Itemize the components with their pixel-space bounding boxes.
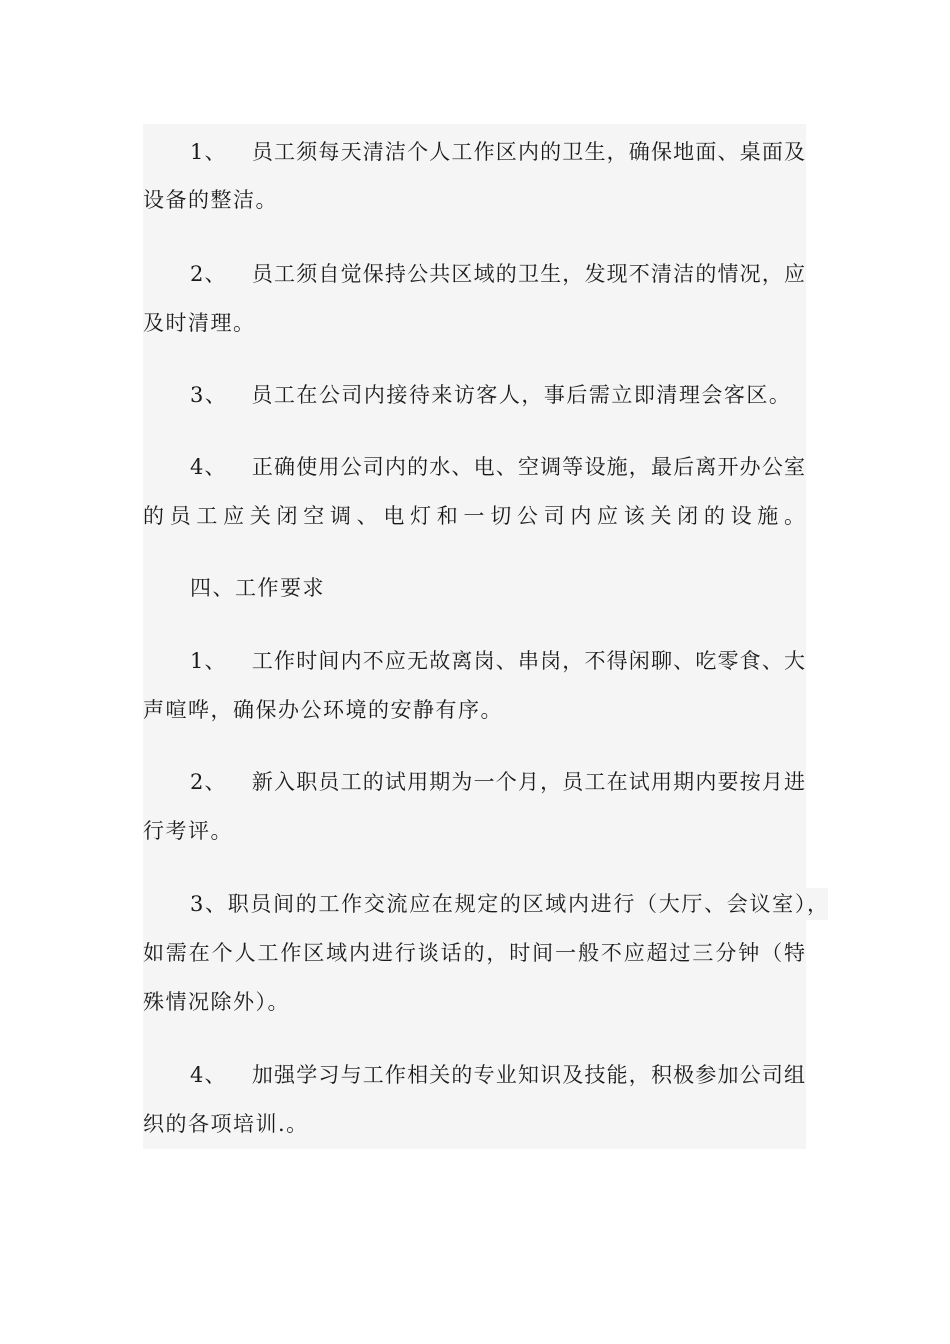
paragraph-line	[190, 645, 805, 677]
paragraph-line: 织的各项培训.。	[143, 1112, 309, 1136]
item-number: 3、	[190, 383, 228, 407]
paragraph-line: 设备的整洁。	[143, 188, 278, 212]
paragraph-line	[190, 766, 805, 798]
paragraph-line: 如需在个人工作区域内进行谈话的，时间一般不应超过三分钟（特	[143, 941, 805, 965]
paragraph-text: 工作时间内不应无故离岗、串岗，不得闲聊、吃零食、大	[250, 649, 805, 673]
paragraph-line	[190, 258, 805, 290]
item-number: 2、	[190, 770, 227, 794]
paragraph-text: 正确使用公司内的水、电、空调等设施，最后离开办公室	[250, 455, 805, 479]
paragraph-line	[190, 1059, 805, 1091]
paragraph-line	[190, 136, 805, 168]
paragraph-line: 殊情况除外）。	[143, 990, 290, 1014]
item-number: 1、	[190, 140, 227, 164]
paragraph-line	[190, 379, 791, 411]
item-number: 2、	[190, 262, 227, 286]
item-number: 4、	[190, 455, 227, 479]
paragraph-text: 员工须自觉保持公共区域的卫生，发现不清洁的情况，应	[250, 262, 805, 286]
paragraph-text: 新入职员工的试用期为一个月，员工在试用期内要按月进	[250, 770, 805, 794]
item-number: 4、	[190, 1063, 227, 1087]
item-number: 1、	[190, 649, 227, 673]
paragraph-text: 员工在公司内接待来访客人，事后需立即清理会客区。	[251, 383, 792, 407]
paragraph-line	[190, 451, 805, 483]
paragraph-line: 声喧哗，确保办公环境的安静有序。	[143, 698, 503, 722]
paragraph-text: 加强学习与工作相关的专业知识及技能，积极参加公司组	[250, 1063, 805, 1087]
paragraph-text: 员工须每天清洁个人工作区内的卫生，确保地面、桌面及	[250, 140, 805, 164]
paragraph-line: 的员工应关闭空调、电灯和一切公司内应该关闭的设施。	[143, 504, 805, 528]
paragraph-line: 3、职员间的工作交流应在规定的区域内进行（大厅、会议室），	[190, 892, 828, 916]
paragraph-line: 及时清理。	[143, 311, 256, 335]
paragraph-line: 行考评。	[143, 819, 233, 843]
section-heading: 四、工作要求	[190, 576, 325, 600]
